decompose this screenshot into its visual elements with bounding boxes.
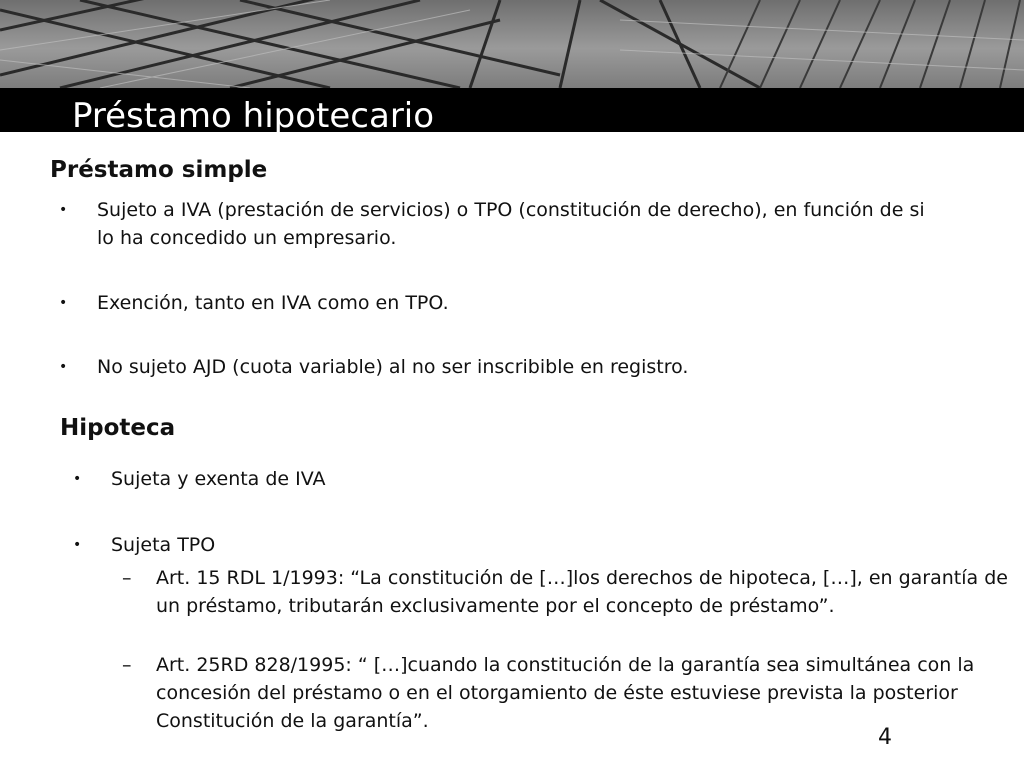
sub-list-item: – Art. 15 RDL 1/1993: “La constitución de […]los derechos de hipoteca, […], en garantía de un préstamo, tributarán exclusivamente por el concepto de préstamo”. [156, 564, 1018, 620]
list-item: • Exención, tanto en IVA como en TPO. [97, 289, 927, 317]
sub-list-item: – Art. 25RD 828/1995: “ […]cuando la constitución de la garantía sea simultánea con la concesión del préstamo o en el otorgamiento de éste estuviese prevista la posterior Constitución de la garantía”. [156, 651, 1018, 735]
bullet-icon: • [73, 537, 82, 553]
page-number: 4 [878, 725, 892, 750]
bullet-icon: • [59, 359, 68, 375]
list-item: • Sujeta TPO [111, 531, 911, 559]
slide-title: Préstamo hipotecario [72, 96, 435, 136]
section-heading-prestamo-simple: Préstamo simple [50, 157, 268, 183]
list-item: • Sujeta y exenta de IVA [111, 465, 911, 493]
building-facade-graphic [0, 0, 1024, 88]
list-item: • Sujeto a IVA (prestación de servicios) o TPO (constitución de derecho), en función de si lo ha concedido un empresario. [97, 196, 927, 252]
bullet-icon: • [59, 295, 68, 311]
list-item: • No sujeto AJD (cuota variable) al no ser inscribible en registro. [97, 353, 957, 381]
dash-icon: – [122, 567, 132, 589]
section-heading-hipoteca: Hipoteca [60, 415, 176, 441]
bullet-icon: • [59, 202, 68, 218]
header-banner-image [0, 0, 1024, 88]
dash-icon: – [122, 654, 132, 676]
bullet-icon: • [73, 471, 82, 487]
